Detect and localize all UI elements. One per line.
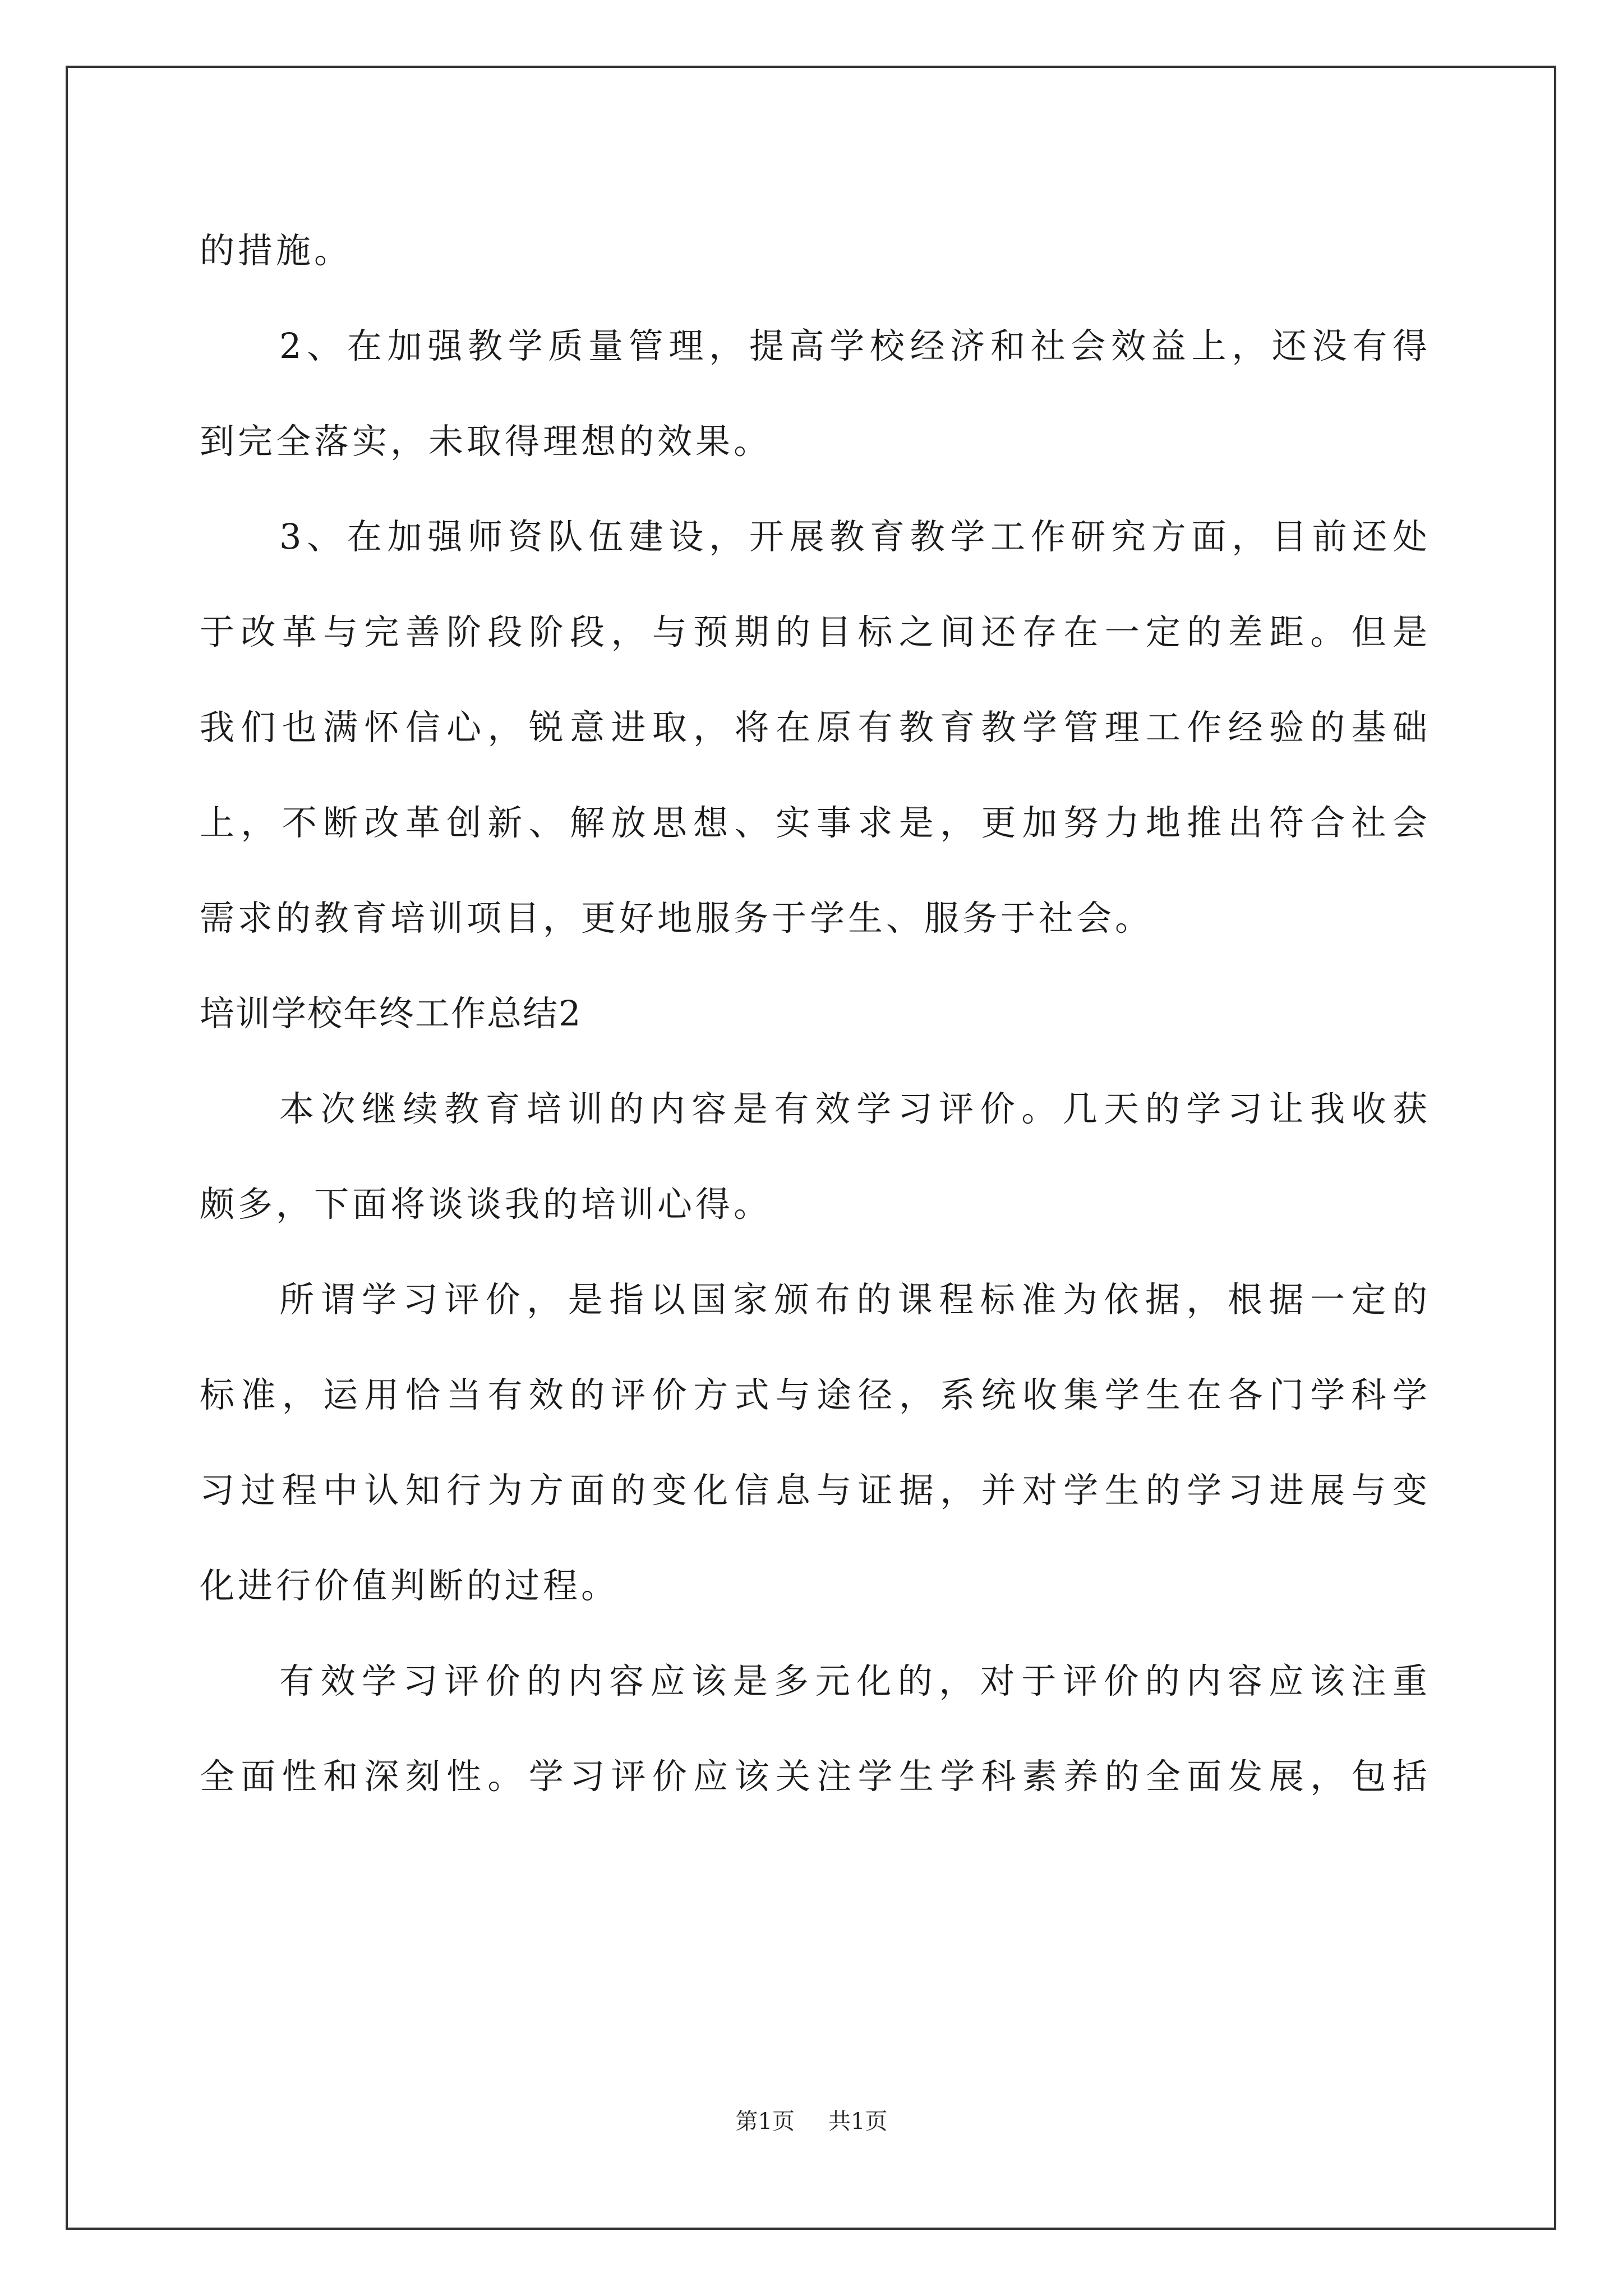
page-total: 共1页 (828, 2109, 888, 2134)
text-line: 习过程中认知行为方面的变化信息与证据，并对学生的学习进展与变 (200, 1470, 1431, 1511)
text-line: 颇多，下面将谈谈我的培训心得。 (200, 1184, 772, 1225)
text-line: 需求的教育培训项目，更好地服务于学生、服务于社会。 (200, 898, 1154, 938)
text-line: 于改革与完善阶段阶段，与预期的目标之间还存在一定的差距。但是 (200, 611, 1431, 652)
text-line: 有效学习评价的内容应该是多元化的，对于评价的内容应该注重 (279, 1660, 1431, 1701)
text-line: 3、在加强师资队伍建设，开展教育教学工作研究方面，目前还处 (279, 516, 1431, 557)
text-line: 的措施。 (200, 230, 353, 271)
page-number: 第1页 (735, 2109, 795, 2134)
text-line: 全面性和深刻性。学习评价应该关注学生学科素养的全面发展，包括 (200, 1756, 1431, 1797)
text-line: 上，不断改革创新、解放思想、实事求是，更加努力地推出符合社会 (200, 802, 1431, 843)
text-line: 我们也满怀信心，锐意进取，将在原有教育教学管理工作经验的基础 (200, 707, 1431, 748)
section-heading: 培训学校年终工作总结2 (200, 993, 582, 1034)
text-line: 到完全落实，未取得理想的效果。 (200, 421, 772, 462)
text-line: 标准，运用恰当有效的评价方式与途径，系统收集学生在各门学科学 (200, 1374, 1431, 1415)
text-line: 本次继续教育培训的内容是有效学习评价。几天的学习让我收获 (279, 1088, 1431, 1129)
page-footer (0, 2105, 1623, 2138)
text-line: 所谓学习评价，是指以国家颁布的课程标准为依据，根据一定的 (279, 1279, 1431, 1320)
document-body (200, 203, 1431, 1824)
text-line: 化进行价值判断的过程。 (200, 1565, 620, 1606)
text-line: 2、在加强教学质量管理，提高学校经济和社会效益上，还没有得 (279, 325, 1431, 366)
